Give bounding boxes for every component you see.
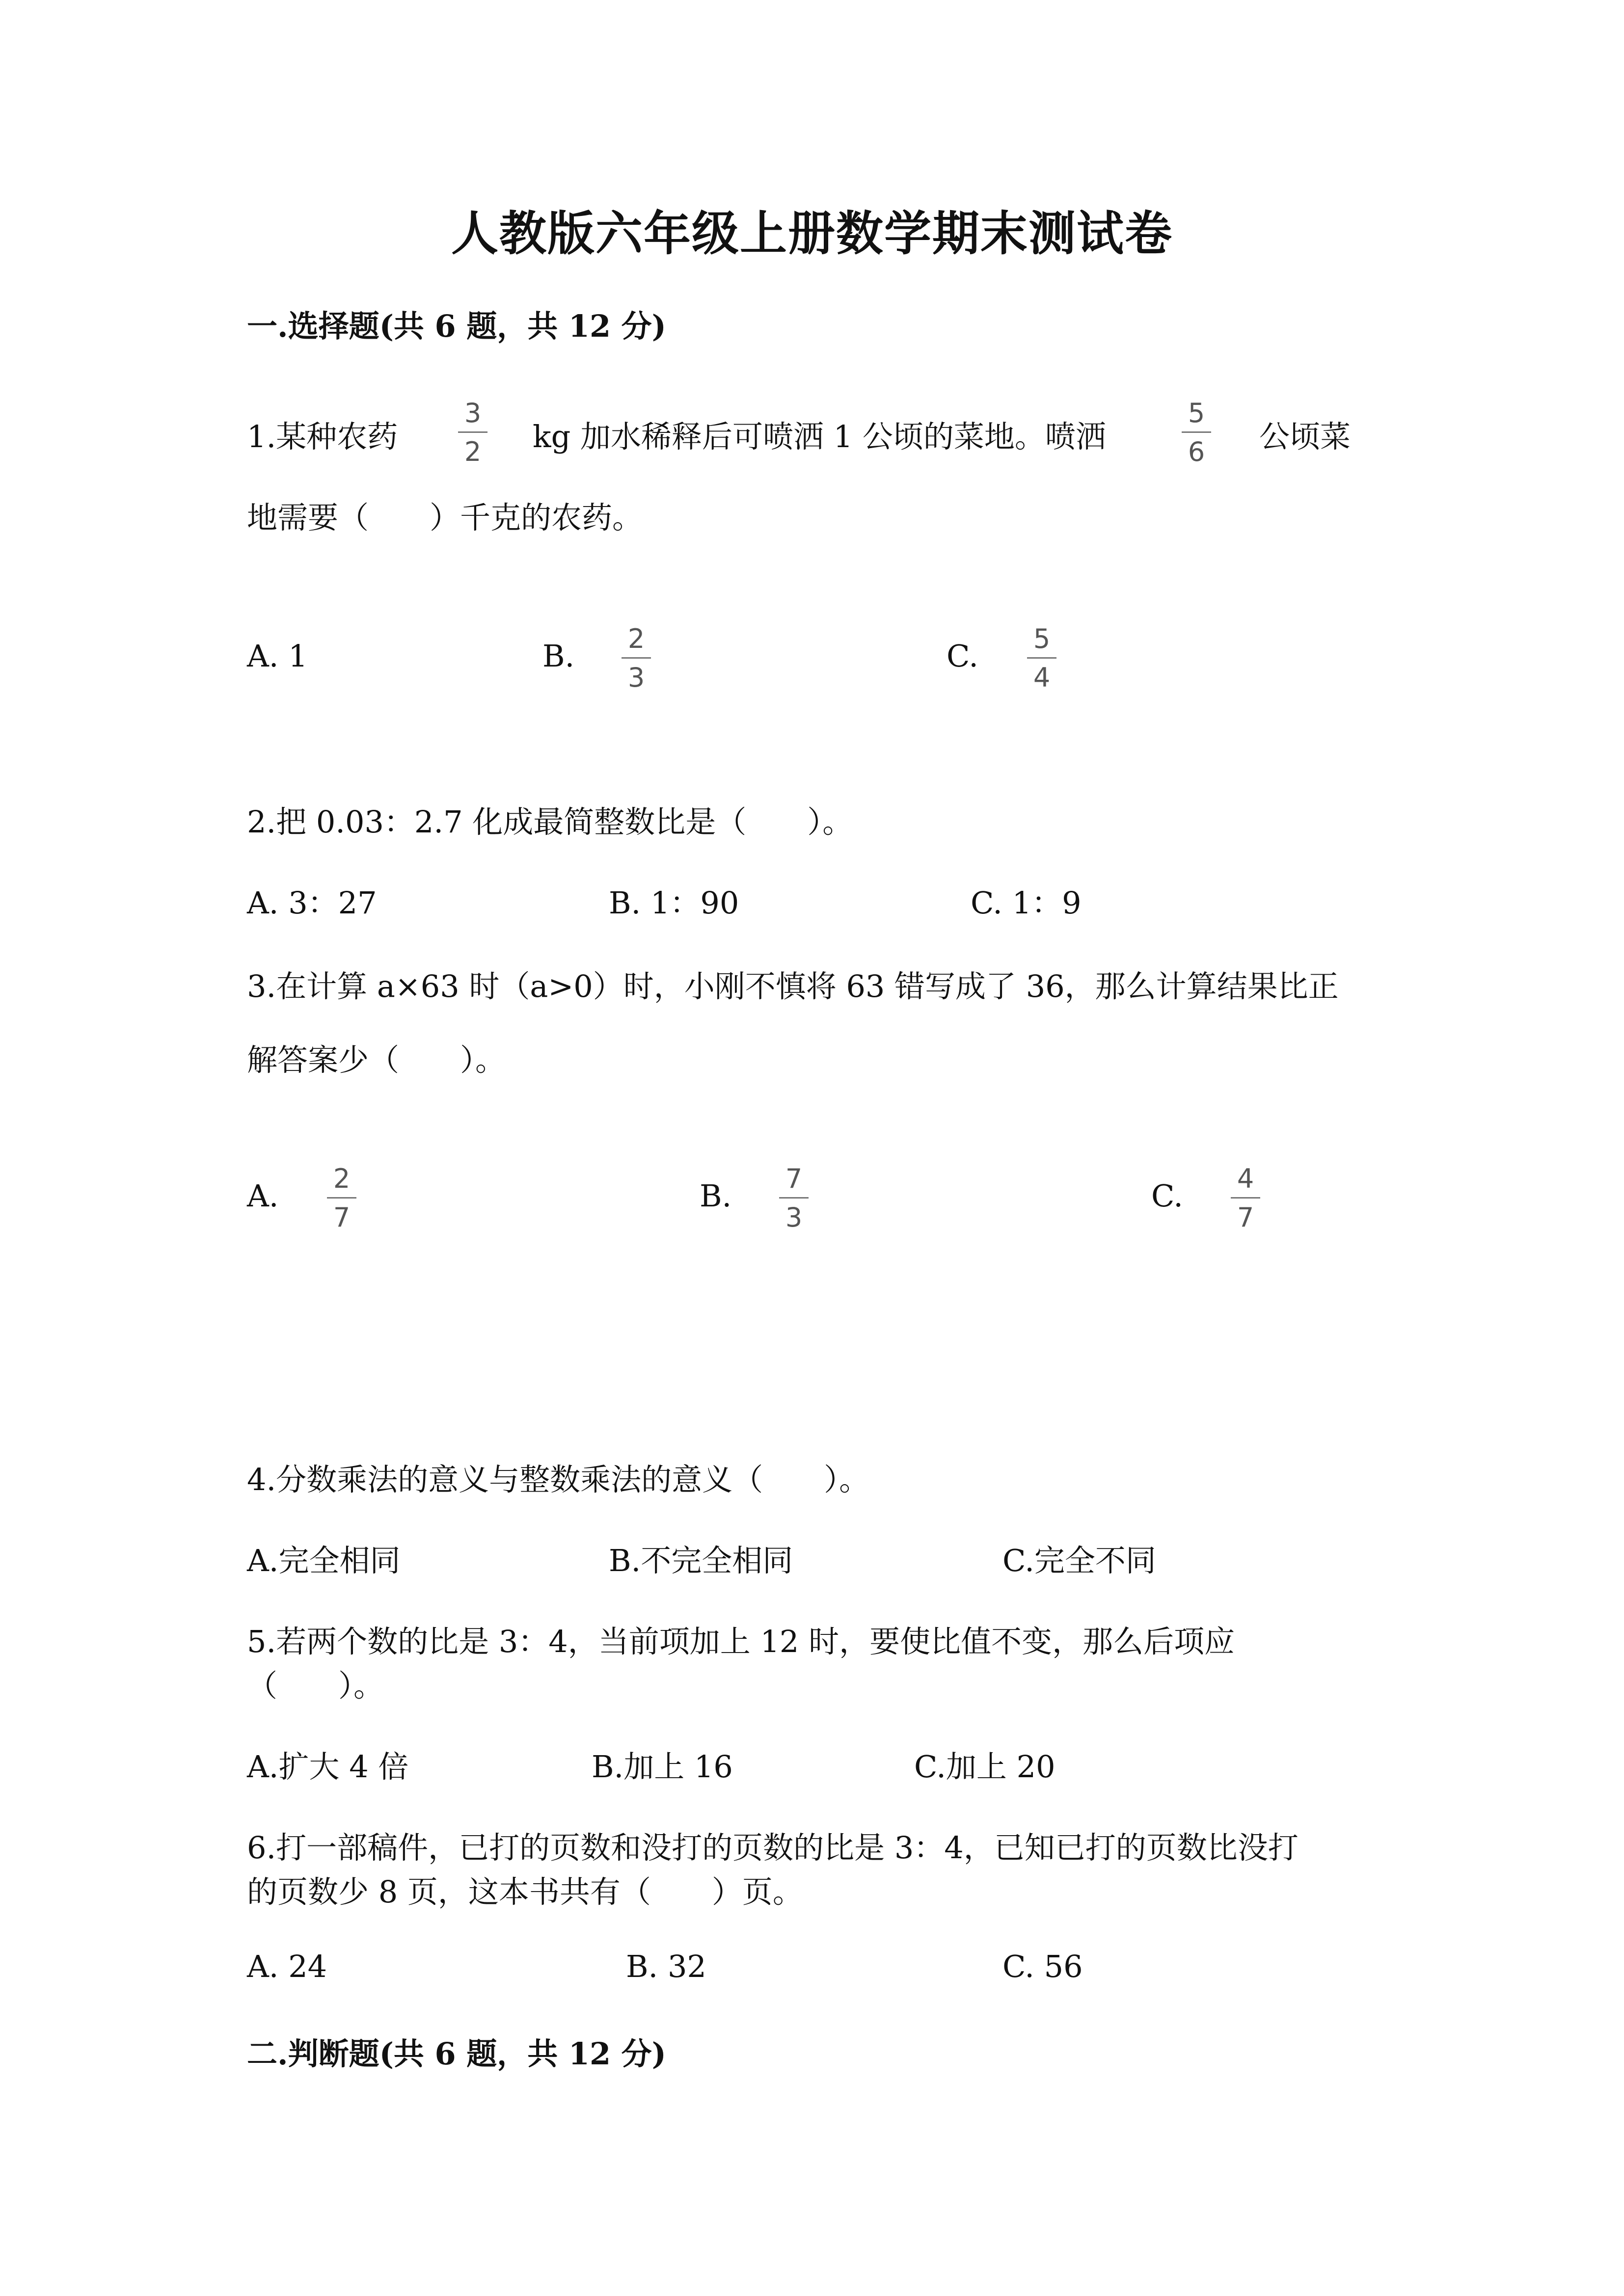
question-3-line-1: 3.在计算 a×63 时（a>0）时，小刚不慎将 63 错写成了 36，那么计算结果比正 xyxy=(247,968,1339,1004)
question-1-option-c: C. xyxy=(947,638,978,674)
fraction-numerator: 4 xyxy=(1237,1163,1254,1194)
question-3-option-b-fraction xyxy=(779,1163,809,1233)
question-2-option-a: A. 3：27 xyxy=(247,885,377,921)
question-1-option-b-fraction xyxy=(622,623,651,693)
question-6-line-2: 的页数少 8 页，这本书共有（ ）页。 xyxy=(247,1874,803,1910)
fraction-numerator: 5 xyxy=(1033,623,1051,654)
question-1-line-1-part-2: kg 加水稀释后可喷洒 1 公顷的菜地。喷洒 xyxy=(533,419,1106,454)
fraction-denominator: 4 xyxy=(1027,657,1056,691)
question-5-option-a: A.扩大 4 倍 xyxy=(247,1749,409,1785)
fraction-denominator: 7 xyxy=(327,1197,356,1231)
question-2-option-b: B. 1：90 xyxy=(609,885,739,921)
fraction-denominator: 7 xyxy=(1231,1197,1260,1231)
page-title: 人教版六年级上册数学期末测试卷 xyxy=(451,206,1173,261)
question-6-line-1: 6.打一部稿件，已打的页数和没打的页数的比是 3：4，已知已打的页数比没打 xyxy=(247,1830,1299,1866)
question-4-text: 4.分数乘法的意义与整数乘法的意义（ ）。 xyxy=(247,1462,870,1497)
question-1-line-1-part-1: 1.某种农药 xyxy=(247,419,398,454)
fraction-numerator: 2 xyxy=(333,1163,351,1194)
fraction-denominator: 3 xyxy=(779,1197,809,1231)
question-4-option-a: A.完全相同 xyxy=(247,1543,401,1578)
fraction-denominator: 2 xyxy=(458,431,487,465)
fraction-denominator: 6 xyxy=(1182,431,1211,465)
fraction-denominator: 3 xyxy=(622,657,651,691)
question-1-fraction-2 xyxy=(1182,400,1211,465)
question-6-option-c: C. 56 xyxy=(1002,1949,1083,1984)
section-heading-choice: 一.选择题(共 6 题，共 12 分) xyxy=(247,308,667,344)
question-4-option-c: C.完全不同 xyxy=(1002,1543,1156,1578)
question-3-option-b: B. xyxy=(700,1178,732,1214)
question-1-line-2: 地需要（ ）千克的农药。 xyxy=(247,500,643,535)
question-6-option-a: A. 24 xyxy=(247,1949,327,1984)
question-1-option-c-fraction xyxy=(1027,623,1056,693)
question-5-line-1: 5.若两个数的比是 3：4，当前项加上 12 时，要使比值不变，那么后项应 xyxy=(247,1624,1235,1659)
question-1-option-b: B. xyxy=(542,638,575,674)
fraction-numerator: 7 xyxy=(785,1163,803,1194)
fraction-numerator: 5 xyxy=(1188,398,1205,428)
question-2-text: 2.把 0.03：2.7 化成最简整数比是（ ）。 xyxy=(247,804,853,840)
question-2-option-c: C. 1：9 xyxy=(971,885,1082,921)
question-5-line-2: （ ）。 xyxy=(247,1668,384,1704)
question-3-option-a-fraction xyxy=(327,1163,356,1233)
question-6-option-b: B. 32 xyxy=(626,1949,706,1984)
question-4-option-b: B.不完全相同 xyxy=(609,1543,793,1578)
section-heading-judgment: 二.判断题(共 6 题，共 12 分) xyxy=(247,2036,667,2072)
fraction-numerator: 3 xyxy=(464,398,482,428)
question-5-option-b: B.加上 16 xyxy=(592,1749,733,1785)
question-3-option-c-fraction xyxy=(1231,1163,1260,1233)
question-3-option-a: A. xyxy=(247,1178,279,1214)
fraction-numerator: 2 xyxy=(627,623,645,654)
question-3-line-2: 解答案少（ ）。 xyxy=(247,1042,506,1078)
question-1-fraction-1 xyxy=(458,400,487,465)
question-1-line-1-part-3: 公顷菜 xyxy=(1259,419,1351,454)
question-5-option-c: C.加上 20 xyxy=(914,1749,1056,1785)
question-3-option-c: C. xyxy=(1151,1178,1183,1214)
question-1-option-a: A. 1 xyxy=(247,638,308,674)
